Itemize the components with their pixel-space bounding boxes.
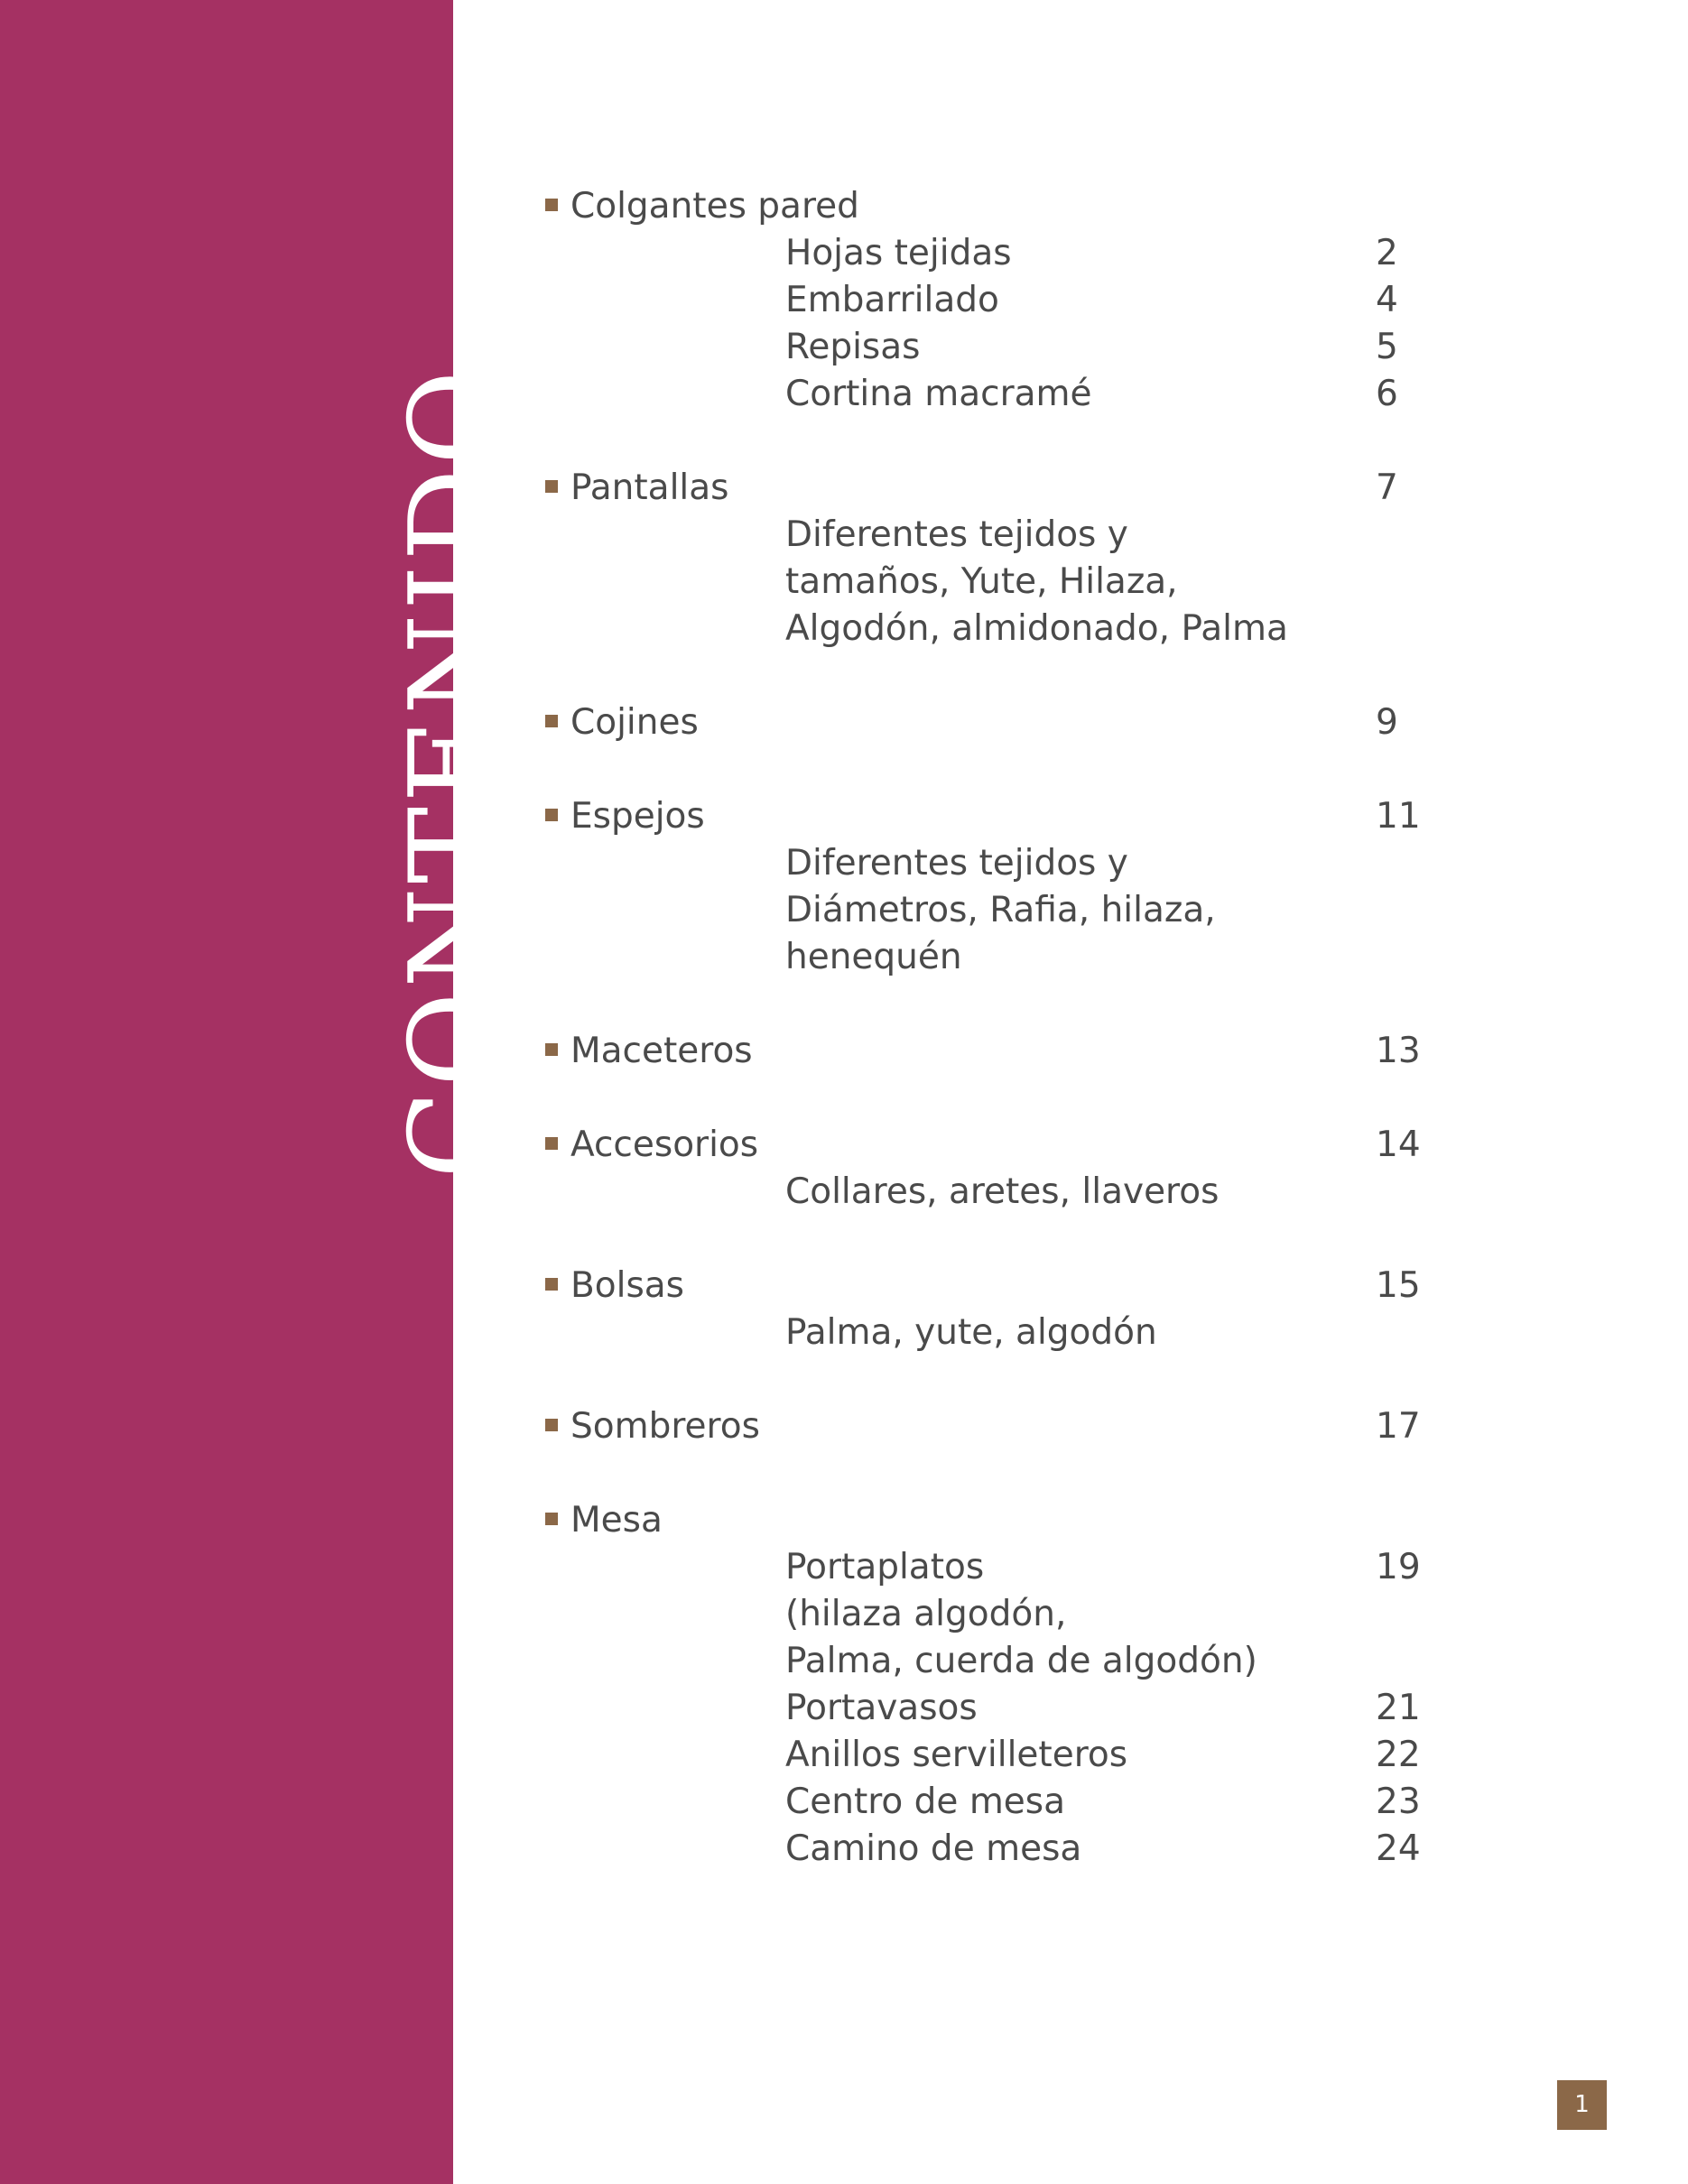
toc-item-label: Diferentes tejidos y: [785, 843, 1128, 884]
toc-section-page: 13: [1376, 1031, 1421, 1071]
toc-section-page: 15: [1376, 1265, 1421, 1306]
toc-item-page: 21: [1376, 1688, 1421, 1728]
toc-item-label: (hilaza algodón,: [785, 1594, 1067, 1634]
toc-item-label: Camino de mesa: [785, 1828, 1082, 1869]
toc-item-label: Embarrilado: [785, 280, 999, 320]
toc-item-page: 19: [1376, 1547, 1421, 1587]
toc-item-label: Anillos servilleteros: [785, 1735, 1128, 1775]
toc-section-label: Pantallas: [570, 467, 729, 508]
toc-section-page: 11: [1376, 796, 1421, 837]
toc-item-label: Palma, cuerda de algodón): [785, 1641, 1257, 1681]
toc-item-label: Portavasos: [785, 1688, 978, 1728]
square-bullet-icon: [545, 480, 558, 493]
square-bullet-icon: [545, 1137, 558, 1150]
toc-item-label: Centro de mesa: [785, 1781, 1066, 1822]
toc-section-page: 9: [1376, 702, 1398, 743]
toc-item-label: tamaños, Yute, Hilaza,: [785, 561, 1178, 602]
toc-section-label: Maceteros: [570, 1031, 753, 1071]
square-bullet-icon: [545, 809, 558, 821]
toc-item-label: Diámetros, Rafia, hilaza,: [785, 890, 1216, 930]
toc-section-page: 17: [1376, 1406, 1421, 1447]
sidebar-title: CONTENIDO: [385, 366, 520, 1179]
toc-section-label: Colgantes pared: [570, 186, 859, 227]
square-bullet-icon: [545, 715, 558, 727]
toc-item-page: 22: [1376, 1735, 1421, 1775]
toc-section-page: 7: [1376, 467, 1398, 508]
toc-item-label: Diferentes tejidos y: [785, 514, 1128, 555]
toc-item-label: henequén: [785, 937, 962, 977]
toc-item-page: 23: [1376, 1781, 1421, 1822]
page-number-badge: 1: [1557, 2080, 1607, 2130]
toc-item-page: 4: [1376, 280, 1398, 320]
toc-section-label: Accesorios: [570, 1124, 759, 1165]
toc-item-page: 6: [1376, 374, 1398, 414]
toc-item-label: Portaplatos: [785, 1547, 985, 1587]
toc-section-label: Cojines: [570, 702, 699, 743]
toc-item-label: Repisas: [785, 327, 921, 367]
toc-item-label: Cortina macramé: [785, 374, 1092, 414]
toc-section-page: 14: [1376, 1124, 1421, 1165]
square-bullet-icon: [545, 1419, 558, 1431]
toc-section-label: Mesa: [570, 1500, 663, 1541]
toc-item-label: Collares, aretes, llaveros: [785, 1171, 1220, 1212]
toc-item-page: 5: [1376, 327, 1398, 367]
square-bullet-icon: [545, 1043, 558, 1056]
square-bullet-icon: [545, 199, 558, 211]
square-bullet-icon: [545, 1513, 558, 1525]
toc-section-label: Sombreros: [570, 1406, 760, 1447]
square-bullet-icon: [545, 1278, 558, 1291]
toc-item-label: Algodón, almidonado, Palma: [785, 608, 1288, 649]
toc-item-page: 24: [1376, 1828, 1421, 1869]
toc-item-page: 2: [1376, 233, 1398, 273]
toc-item-label: Palma, yute, algodón: [785, 1312, 1157, 1353]
toc-item-label: Hojas tejidas: [785, 233, 1012, 273]
toc-section-label: Bolsas: [570, 1265, 684, 1306]
toc-section-label: Espejos: [570, 796, 705, 837]
